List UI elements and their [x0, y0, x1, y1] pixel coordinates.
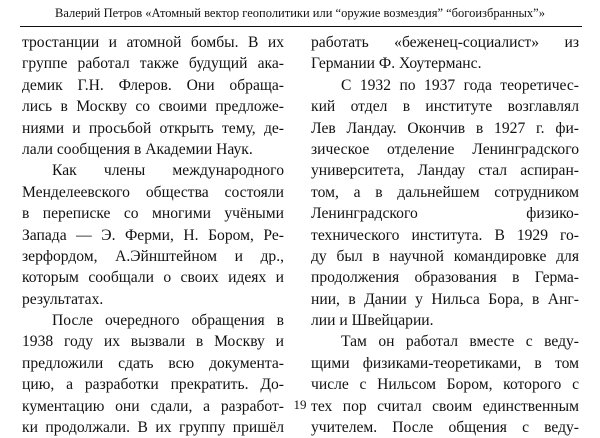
- text-line: Германии Ф. Хоутерманс.: [311, 55, 482, 73]
- text-line: работать «беженец-социалист» из: [311, 34, 579, 51]
- right-column: [311, 32, 579, 438]
- text-line: технического института. В 1929 го-: [311, 226, 579, 244]
- text-line: лись в Москву со своими предложе-: [22, 98, 284, 116]
- left-column: [22, 32, 284, 438]
- text-line: 1938 году их вызвали в Москву и: [22, 333, 284, 351]
- text-line: предложили сдать всю документа-: [22, 354, 284, 372]
- paragraph-start-line: Там он работал вместе с веду-: [341, 333, 579, 351]
- text-line: ки продолжали. В их группу пришёл: [22, 419, 284, 437]
- text-line: Запада — Э. Ферми, Н. Бором, Ре-: [22, 226, 284, 244]
- text-line: ду был в научной командировке для: [311, 247, 579, 265]
- paragraph-start-line: После очередного обращения в: [52, 312, 284, 330]
- text-line: числе с Нильсом Бором, которого с: [311, 376, 579, 394]
- text-line: лали сообщения в Академии Наук.: [22, 140, 253, 158]
- text-line: которым сообщали о своих идеях и: [22, 269, 284, 287]
- text-line: университета, Ландау стал аспиран-: [311, 162, 579, 180]
- text-line: кументацию они сдали, а разработ-: [22, 397, 284, 415]
- text-line: в переписке со многими учёными: [22, 205, 284, 223]
- text-line: нии, в Дании у Нильса Бора, в Анг-: [311, 290, 579, 308]
- text-line: цию, а разработки прекратить. До-: [22, 376, 284, 394]
- text-line: ниями и просьбой открыть тему, де-: [22, 119, 284, 137]
- page-number: 19: [293, 397, 307, 412]
- text-line: зическое отделение Ленинградского: [311, 140, 579, 158]
- text-line: тростанции и атомной бомбы. В их: [22, 34, 284, 51]
- header-rule: [20, 26, 582, 27]
- text-line: демик Г.Н. Флеров. Они обраща-: [22, 76, 284, 94]
- text-line: лии и Швейцарии.: [311, 312, 434, 330]
- text-line: продолжения образования в Герма-: [311, 269, 579, 287]
- text-line: результатах.: [22, 290, 104, 308]
- text-line: учителем. После общения с веду-: [311, 419, 579, 437]
- running-header: Валерий Петров «Атомный вектор геополитики или “оружие возмездия” “богоизбранных”»: [55, 6, 545, 20]
- text-line: зерфордом, А.Эйнштейном и др.,: [22, 247, 284, 265]
- text-line: Менделеевского общества состояли: [22, 183, 284, 201]
- text-line: Ленинградского физико-: [311, 205, 579, 223]
- paragraph-start-line: С 1932 по 1937 года теоретичес-: [341, 76, 579, 94]
- paragraph-start-line: Как члены международного: [52, 162, 284, 180]
- text-line: том, а в дальнейшем сотрудником: [311, 183, 579, 201]
- text-line: тех пор считал своим единственным: [311, 397, 579, 415]
- text-line: кий отдел в институте возглавлял: [311, 98, 579, 116]
- text-line: щими физиками-теоретиками, в том: [311, 354, 579, 372]
- text-line: группе работал также будущий ака-: [22, 55, 284, 73]
- text-line: Лев Ландау. Окончив в 1927 г. фи-: [311, 119, 579, 137]
